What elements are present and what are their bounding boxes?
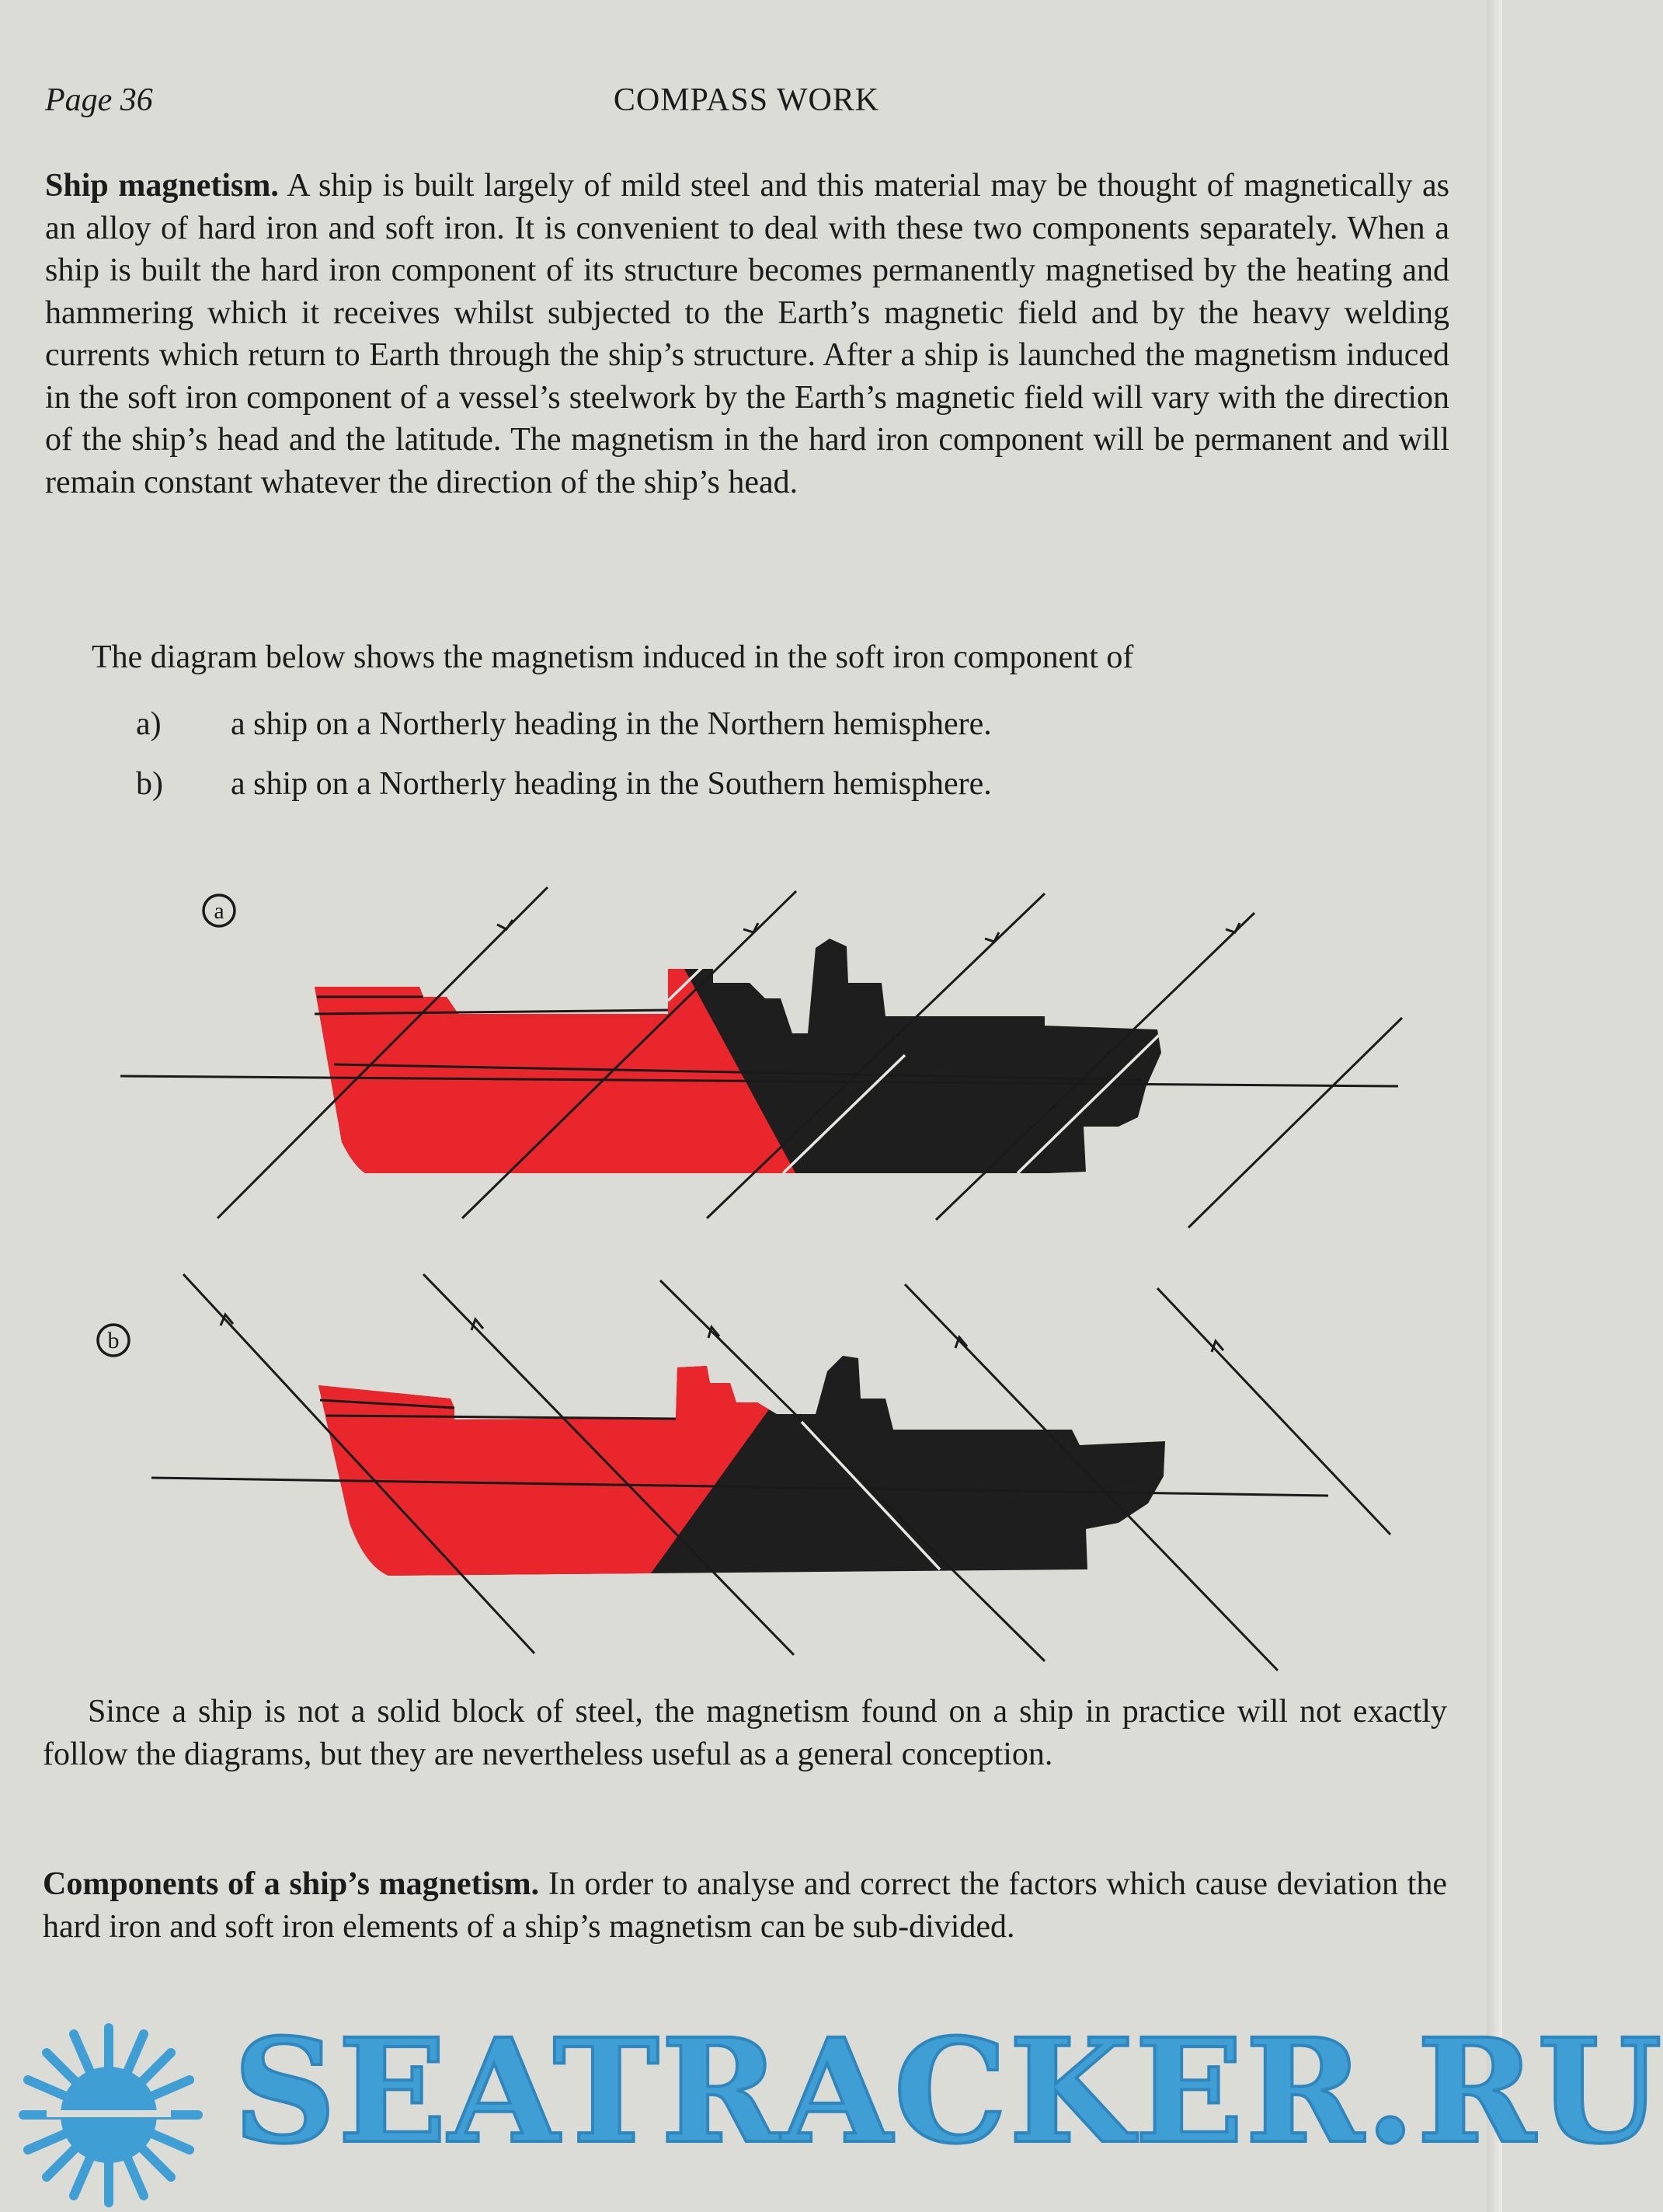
ship-a	[295, 925, 1188, 1189]
list-item	[136, 765, 992, 803]
list-text: a ship on a Northerly heading in the Northern hemisphere.	[231, 706, 992, 742]
components-paragraph	[43, 1863, 1447, 1948]
ship-magnetism-paragraph	[45, 165, 1449, 503]
page-number: Page 36	[45, 82, 153, 118]
label-b-text: b	[107, 1328, 120, 1353]
watermark-text: SEATRACKER.RU	[233, 2008, 1663, 2175]
list-text: a ship on a Northerly heading in the Southern hemisphere.	[231, 766, 992, 802]
arrow-heads-a	[497, 920, 1240, 942]
ship-magnetism-body: A ship is built largely of mild steel and this material may be thought of magnetically as an alloy of hard iron and soft iron. It is convenient to deal with these two components separately. When a ship is built the hard iron component of its structure becomes permanently magnetised by the heating and hammering which it receives whilst subjected to the Earth’s magnetic field and by the heavy welding currents which return to Earth through the ship’s structure. After a ship is launched the magnetism induced in the soft iron component of a vessel’s steelwork by the Earth’s magnetic field will vary with the direction of the ship’s head and the latitude. The magnetism in the hard iron component will be permanent and will remain constant whatever the direction of the ship’s head.	[45, 168, 1449, 500]
list-marker: b)	[136, 766, 163, 802]
diagram-intro: The diagram below shows the magnetism induced in the soft iron component of	[92, 639, 1134, 675]
components-heading: Components of a ship’s magnetism.	[43, 1866, 540, 1902]
label-a-text: a	[214, 898, 224, 924]
ship-b	[303, 1344, 1188, 1593]
list-item	[136, 705, 992, 743]
label-b	[98, 1325, 129, 1356]
label-a	[204, 895, 235, 926]
arrow-heads-b	[221, 1315, 1223, 1352]
page-header	[45, 82, 1448, 128]
running-title: COMPASS WORK	[613, 82, 880, 118]
list-marker: a)	[136, 706, 162, 742]
practice-note-paragraph: Since a ship is not a solid block of steel, the magnetism found on a ship in practice will not exactly follow the diagrams, but they are nevertheless useful as a general conception.	[43, 1694, 1447, 1772]
sun-icon	[23, 2028, 198, 2203]
components-body: In order to analyse and correct the factors which cause deviation the hard iron and soft iron elements of a ship’s magnetism can be sub-divided.	[43, 1866, 1448, 1945]
ship-magnetism-diagram	[0, 855, 1502, 1678]
ship-magnetism-heading: Ship magnetism.	[45, 168, 279, 204]
